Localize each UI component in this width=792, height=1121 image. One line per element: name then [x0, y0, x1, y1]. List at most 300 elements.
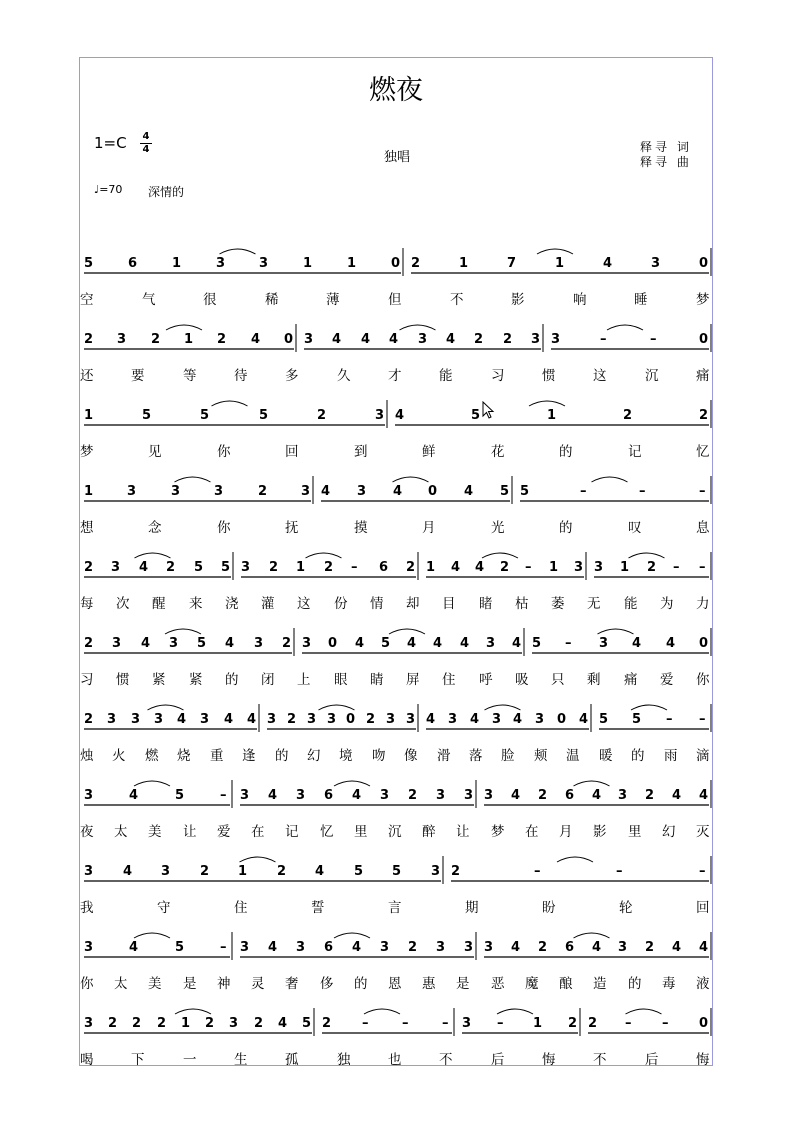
note: 2	[406, 560, 416, 575]
note: 6	[379, 560, 389, 575]
lyric-char: 花	[491, 444, 505, 460]
lyric-char: 沉	[645, 368, 659, 384]
lyric-char: 盼	[542, 900, 556, 916]
note: 4	[315, 864, 325, 879]
lyric-char: 你	[217, 444, 231, 460]
note: 5	[392, 864, 402, 879]
note: 4	[672, 788, 682, 803]
expression-marking: 深情的	[148, 185, 185, 199]
note: 4	[699, 788, 709, 803]
note: 3	[380, 940, 390, 955]
note: 2	[645, 788, 655, 803]
lyric-char: 你	[80, 976, 94, 992]
lyric-char: 生	[234, 1052, 248, 1068]
lyric-char: 梦	[491, 824, 505, 840]
note: 3	[618, 788, 628, 803]
lyric-char: 境	[339, 748, 353, 764]
lyric-char: 紧	[152, 672, 166, 688]
lyric-char: 吸	[515, 672, 529, 688]
lyric-char: 还	[80, 368, 94, 384]
note: 5	[632, 712, 642, 727]
lyric-char: 见	[148, 444, 162, 460]
lyric-char: 奢	[285, 976, 299, 992]
note: 2	[568, 1016, 578, 1031]
note: 4	[592, 788, 602, 803]
note: 5	[221, 560, 231, 575]
note: 3	[327, 712, 337, 727]
note: 2	[538, 788, 548, 803]
note: 6	[324, 940, 334, 955]
lyric-char: 毒	[662, 976, 676, 992]
note: 4	[321, 484, 331, 499]
note: 3	[107, 712, 117, 727]
note: 3	[161, 864, 171, 879]
note: 2	[408, 788, 418, 803]
lyric-char: 言	[388, 900, 402, 916]
note: 2	[84, 560, 94, 575]
note: 3	[464, 788, 474, 803]
note: 3	[551, 332, 561, 347]
lyric-char: 等	[183, 368, 197, 384]
lyric-char: 造	[593, 976, 607, 992]
lyric-char: 这	[593, 368, 607, 384]
note: 1	[533, 1016, 543, 1031]
lyricist-credit: 释寻 词	[640, 140, 692, 154]
note: 3	[436, 940, 446, 955]
note: 3	[84, 1016, 94, 1031]
note: 3	[240, 940, 250, 955]
composer-credit: 释寻 曲	[640, 155, 692, 169]
lyric-char: 烧	[177, 748, 191, 764]
note: –	[625, 1016, 632, 1031]
note: 5	[520, 484, 530, 499]
note: 3	[267, 712, 277, 727]
lyric-char: 能	[439, 368, 453, 384]
note: 3	[380, 788, 390, 803]
note: 3	[84, 864, 94, 879]
note: 3	[240, 788, 250, 803]
lyric-char: 剩	[587, 672, 601, 688]
note: 4	[451, 560, 461, 575]
note: 3	[531, 332, 541, 347]
lyric-char: 你	[217, 520, 231, 536]
lyric-char: 一	[183, 1052, 197, 1068]
lyric-char: 爱	[660, 672, 674, 688]
note: 0	[346, 712, 356, 727]
note: 7	[507, 256, 517, 271]
lyric-char: 滴	[696, 748, 710, 764]
note: 3	[357, 484, 367, 499]
lyric-char: 的	[225, 672, 239, 688]
lyric-char: 悔	[696, 1052, 710, 1068]
note: 4	[251, 332, 261, 347]
lyric-char: 记	[628, 444, 642, 460]
note: 2	[588, 1016, 598, 1031]
note: 2	[474, 332, 484, 347]
note: 3	[169, 636, 179, 651]
note: 3	[131, 712, 141, 727]
note: 1	[620, 560, 630, 575]
note: 5	[194, 560, 204, 575]
note: 3	[112, 636, 122, 651]
lyric-char: 睡	[634, 292, 648, 308]
note: 5	[354, 864, 364, 879]
lyric-char: 也	[388, 1052, 402, 1068]
lyric-char: 摸	[354, 520, 368, 536]
note: 3	[386, 712, 396, 727]
note: 2	[84, 636, 94, 651]
lyric-char: 温	[566, 748, 580, 764]
note: 1	[84, 484, 94, 499]
note: 4	[470, 712, 480, 727]
lyric-char: 雨	[664, 748, 678, 764]
note: 2	[84, 712, 94, 727]
note: –	[662, 1016, 669, 1031]
lyric-char: 响	[573, 292, 587, 308]
note: –	[565, 636, 572, 651]
note: 3	[229, 1016, 239, 1031]
note: 3	[594, 560, 604, 575]
note: 4	[511, 788, 521, 803]
lyric-char: 光	[491, 520, 505, 536]
lyric-char: 的	[275, 748, 289, 764]
lyric-char: 幻	[662, 824, 676, 840]
note: 2	[287, 712, 297, 727]
lyric-char: 独	[337, 1052, 351, 1068]
lyric-char: 酿	[559, 976, 573, 992]
lyric-char: 空	[80, 292, 94, 308]
lyric-char: 的	[559, 520, 573, 536]
note: –	[639, 484, 646, 499]
lyric-char: 习	[80, 672, 94, 688]
lyric-char: 鲜	[422, 444, 436, 460]
note: –	[534, 864, 541, 879]
note: 2	[200, 864, 210, 879]
lyric-char: 让	[456, 824, 470, 840]
note: 6	[128, 256, 138, 271]
note: –	[525, 560, 532, 575]
note: 3	[302, 636, 312, 651]
lyric-char: 梦	[80, 444, 94, 460]
lyric-char: 痛	[624, 672, 638, 688]
lyric-char: 到	[354, 444, 368, 460]
note: 4	[139, 560, 149, 575]
lyric-char: 月	[422, 520, 436, 536]
lyric-char: 要	[131, 368, 145, 384]
note: 4	[129, 940, 139, 955]
note: 3	[492, 712, 502, 727]
note: 4	[225, 636, 235, 651]
note: 0	[699, 256, 709, 271]
tempo-marking: ♩=70	[94, 183, 123, 196]
note: 6	[324, 788, 334, 803]
note: 3	[599, 636, 609, 651]
note: 3	[535, 712, 545, 727]
performance-type: 独唱	[384, 150, 411, 165]
note: 4	[389, 332, 399, 347]
note: 4	[426, 712, 436, 727]
note: 4	[433, 636, 443, 651]
note: 5	[471, 408, 481, 423]
lyric-char: 能	[624, 596, 638, 612]
note: 5	[599, 712, 609, 727]
note: 3	[574, 560, 584, 575]
note: 5	[197, 636, 207, 651]
note: 3	[84, 940, 94, 955]
note: 2	[205, 1016, 215, 1031]
lyric-char: 不	[450, 292, 464, 308]
time-signature-bottom: 4	[140, 143, 152, 156]
note: 2	[538, 940, 548, 955]
note: 3	[296, 788, 306, 803]
lyric-char: 烛	[80, 748, 94, 764]
time-signature-top: 4	[142, 131, 150, 142]
lyric-char: 的	[354, 976, 368, 992]
lyric-char: 火	[112, 748, 126, 764]
lyric-char: 美	[148, 824, 162, 840]
lyric-char: 抚	[285, 520, 299, 536]
note: 1	[347, 256, 357, 271]
note: 3	[117, 332, 127, 347]
note: 3	[241, 560, 251, 575]
lyric-char: 情	[370, 596, 384, 612]
lyric-char: 里	[354, 824, 368, 840]
lyric-char: 吻	[372, 748, 386, 764]
lyric-char: 痛	[696, 368, 710, 384]
lyric-char: 呼	[479, 672, 493, 688]
note: 4	[268, 788, 278, 803]
lyric-char: 醉	[422, 824, 436, 840]
note: 4	[464, 484, 474, 499]
note: 4	[355, 636, 365, 651]
note: 4	[224, 712, 234, 727]
note: 3	[431, 864, 441, 879]
lyric-char: 的	[559, 444, 573, 460]
lyric-char: 影	[511, 292, 525, 308]
note: 3	[651, 256, 661, 271]
lyric-char: 眼	[334, 672, 348, 688]
note: 2	[451, 864, 461, 879]
note: 4	[352, 788, 362, 803]
note: 2	[269, 560, 279, 575]
note: –	[616, 864, 623, 879]
note: 4	[513, 712, 523, 727]
note: 5	[142, 408, 152, 423]
note: –	[351, 560, 358, 575]
lyric-char: 记	[285, 824, 299, 840]
note: –	[220, 788, 227, 803]
lyric-char: 惠	[422, 976, 436, 992]
note: 4	[352, 940, 362, 955]
lyric-char: 醒	[152, 596, 166, 612]
lyric-char: 灭	[696, 824, 710, 840]
lyric-char: 来	[189, 596, 203, 612]
note: 5	[259, 408, 269, 423]
lyric-char: 滑	[437, 748, 451, 764]
lyric-char: 但	[388, 292, 402, 308]
note: 1	[184, 332, 194, 347]
note: 5	[175, 940, 185, 955]
note: 2	[366, 712, 376, 727]
note: 2	[317, 408, 327, 423]
lyric-char: 是	[456, 976, 470, 992]
note: 0	[699, 332, 709, 347]
note: –	[402, 1016, 409, 1031]
lyric-char: 却	[406, 596, 420, 612]
note: 3	[618, 940, 628, 955]
key-signature: 1=C	[94, 134, 127, 152]
note: 4	[592, 940, 602, 955]
note: 2	[84, 332, 94, 347]
note: 2	[217, 332, 227, 347]
lyric-char: 爱	[217, 824, 231, 840]
note: 4	[268, 940, 278, 955]
note: 1	[296, 560, 306, 575]
song-title: 燃夜	[369, 75, 423, 106]
lyric-char: 惯	[116, 672, 130, 688]
lyric-char: 忆	[320, 824, 334, 840]
note: 4	[511, 940, 521, 955]
lyric-char: 紧	[189, 672, 203, 688]
lyric-char: 逢	[242, 748, 256, 764]
lyric-char: 恩	[388, 976, 402, 992]
note: 1	[459, 256, 469, 271]
note: 2	[322, 1016, 332, 1031]
lyric-char: 守	[157, 900, 171, 916]
note: 3	[301, 484, 311, 499]
note: 5	[500, 484, 510, 499]
lyric-char: 像	[404, 748, 418, 764]
lyric-char: 待	[234, 368, 248, 384]
lyric-char: 轮	[619, 900, 633, 916]
lyric-char: 让	[183, 824, 197, 840]
lyric-char: 每	[80, 596, 94, 612]
lyric-char: 睹	[479, 596, 493, 612]
lyric-char: 落	[469, 748, 483, 764]
lyric-char: 幻	[307, 748, 321, 764]
lyric-char: 稀	[265, 292, 279, 308]
lyric-char: 无	[587, 596, 601, 612]
note: 3	[216, 256, 226, 271]
note: 3	[484, 788, 494, 803]
lyric-char: 沉	[388, 824, 402, 840]
lyric-char: 里	[628, 824, 642, 840]
note: 1	[238, 864, 248, 879]
note: 1	[172, 256, 182, 271]
note: 2	[151, 332, 161, 347]
note: 4	[129, 788, 139, 803]
note: 4	[632, 636, 642, 651]
lyric-char: 的	[628, 976, 642, 992]
note: 1	[547, 408, 557, 423]
lyric-char: 美	[148, 976, 162, 992]
note: 3	[84, 788, 94, 803]
note: 3	[418, 332, 428, 347]
lyric-char: 想	[80, 520, 94, 536]
note: 2	[254, 1016, 264, 1031]
lyric-char: 很	[203, 292, 217, 308]
lyric-char: 忆	[696, 444, 710, 460]
lyric-char: 悔	[542, 1052, 556, 1068]
note: 4	[361, 332, 371, 347]
note: 6	[565, 940, 575, 955]
lyric-char: 燃	[145, 748, 159, 764]
lyric-char: 侈	[320, 976, 334, 992]
lyric-char: 只	[551, 672, 565, 688]
note: 2	[623, 408, 633, 423]
note: 5	[200, 408, 210, 423]
lyric-char: 目	[442, 596, 456, 612]
lyric-char: 这	[297, 596, 311, 612]
note: –	[699, 712, 706, 727]
lyric-char: 不	[593, 1052, 607, 1068]
note: 1	[549, 560, 559, 575]
note: 2	[108, 1016, 118, 1031]
lyric-char: 魔	[525, 976, 539, 992]
lyric-char: 叹	[628, 520, 642, 536]
note: 5	[302, 1016, 312, 1031]
note: 4	[332, 332, 342, 347]
lyric-char: 太	[114, 976, 128, 992]
lyric-char: 力	[696, 596, 710, 612]
lyric-char: 为	[660, 596, 674, 612]
note: 3	[484, 940, 494, 955]
note: 0	[391, 256, 401, 271]
lyric-char: 睛	[370, 672, 384, 688]
note: 3	[127, 484, 137, 499]
note: 2	[503, 332, 513, 347]
note: 2	[411, 256, 421, 271]
note: –	[497, 1016, 504, 1031]
lyric-char: 恶	[491, 976, 505, 992]
lyric-char: 屏	[406, 672, 420, 688]
note: 4	[460, 636, 470, 651]
note: 4	[177, 712, 187, 727]
lyric-char: 后	[645, 1052, 659, 1068]
note: 1	[303, 256, 313, 271]
note: –	[580, 484, 587, 499]
lyric-char: 重	[210, 748, 224, 764]
lyric-char: 神	[217, 976, 231, 992]
note: 4	[603, 256, 613, 271]
lyric-char: 多	[285, 368, 299, 384]
lyric-char: 太	[114, 824, 128, 840]
note: 4	[393, 484, 403, 499]
note: –	[442, 1016, 449, 1031]
lyric-char: 夜	[80, 824, 94, 840]
note: 2	[282, 636, 292, 651]
note: 3	[448, 712, 458, 727]
note: 2	[699, 408, 709, 423]
note: 5	[84, 256, 94, 271]
note: 4	[579, 712, 589, 727]
note: 3	[214, 484, 224, 499]
note: 3	[259, 256, 269, 271]
lyric-char: 灌	[261, 596, 275, 612]
lyric-char: 脸	[501, 748, 515, 764]
note: 2	[157, 1016, 167, 1031]
note: 4	[699, 940, 709, 955]
note: –	[699, 864, 706, 879]
note: –	[673, 560, 680, 575]
lyric-char: 喝	[80, 1052, 94, 1068]
note: –	[220, 940, 227, 955]
note: 0	[328, 636, 338, 651]
note: 3	[462, 1016, 472, 1031]
lyric-char: 浇	[225, 596, 239, 612]
lyric-char: 在	[525, 824, 539, 840]
note: 3	[111, 560, 121, 575]
